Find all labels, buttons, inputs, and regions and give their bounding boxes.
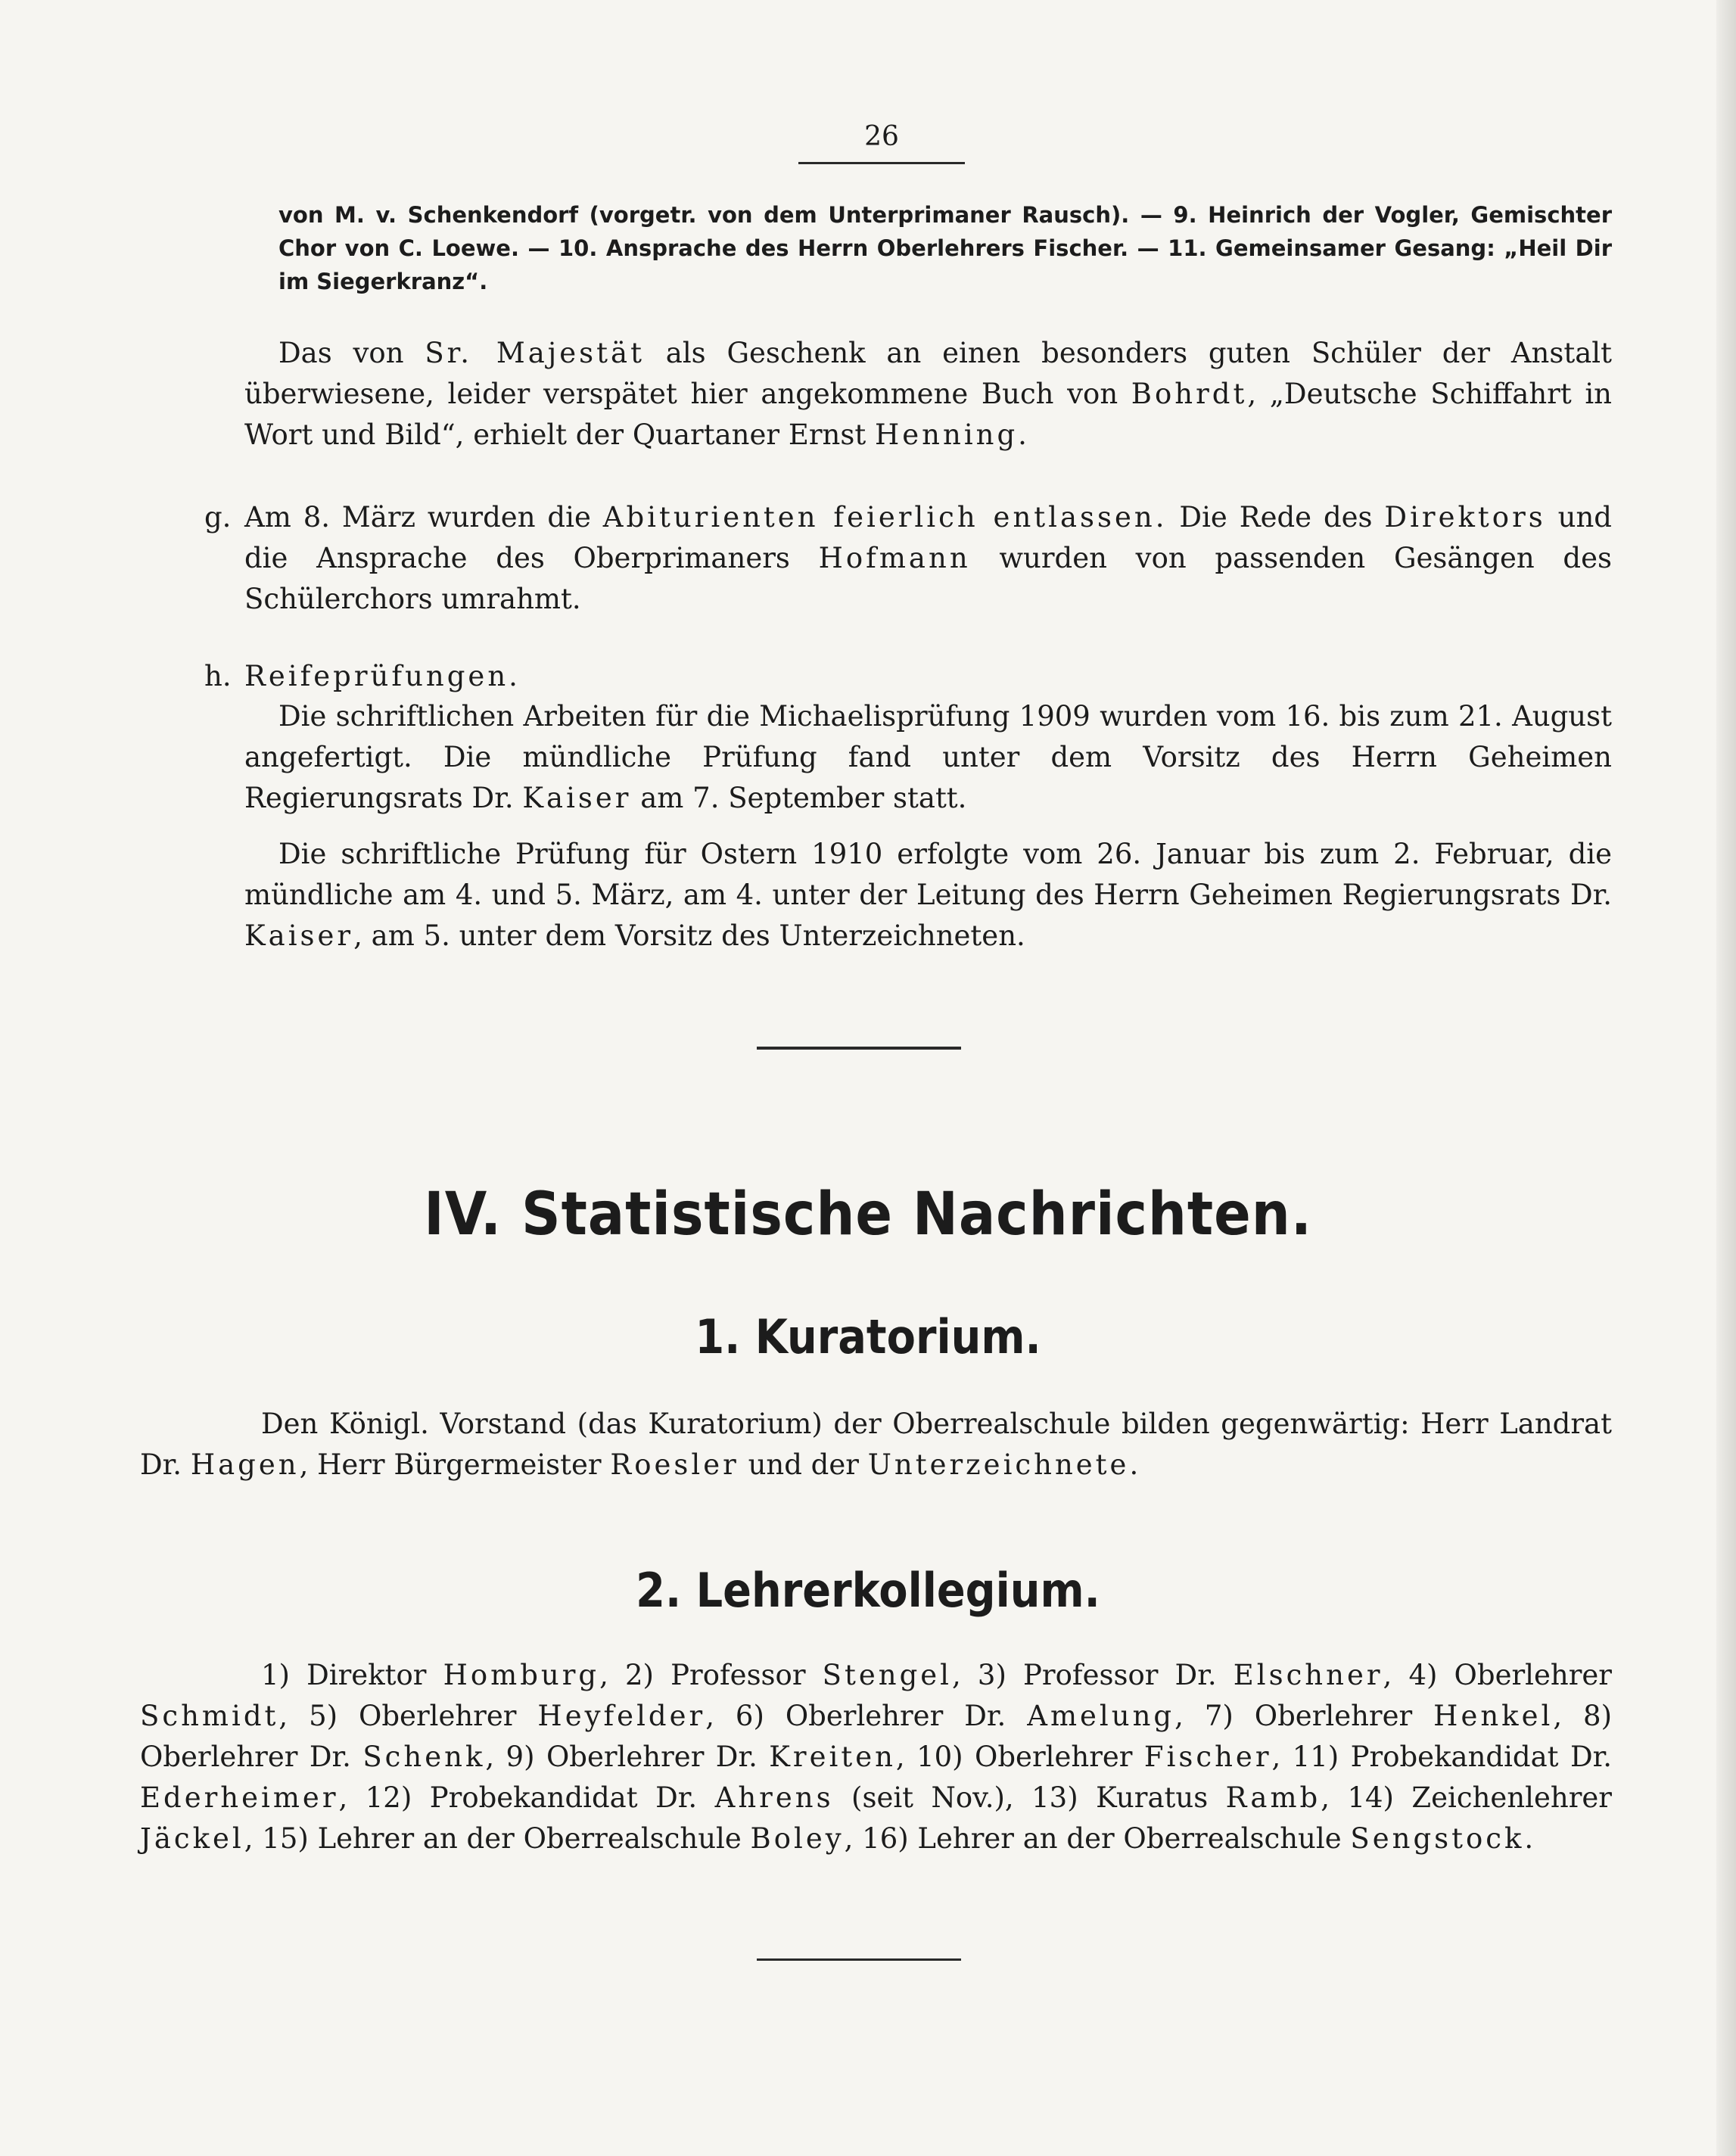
kuratorium-text-1: Den Königl. Vorstand (das Kuratorium) der Oberrealschule bilden gegenwärtig: Herr Landrat Dr. — [140, 1408, 1612, 1481]
ostern-kaiser: Kaiser — [244, 919, 354, 952]
gift-bohrdt: Bohrdt — [1131, 378, 1248, 410]
kuratorium-paragraph — [140, 1404, 1612, 1486]
heading-statistische-nachrichten: IV. Statistische Nachrichten. — [424, 1181, 1312, 1249]
gift-henning: Henning — [875, 418, 1019, 451]
lehrer-paragraph — [140, 1655, 1612, 1859]
gift-text-4: . — [1018, 418, 1027, 451]
section-h-title: Reifeprüfungen. — [244, 660, 521, 692]
lehrer-schenk: Schenk — [362, 1741, 486, 1773]
section-g-paragraph — [244, 497, 1612, 620]
footer-rule — [757, 1958, 961, 1961]
gift-text-1: Das von — [278, 337, 425, 369]
lehrer-ederheimer: Ederheimer — [140, 1781, 339, 1814]
lehrer-stengel: Stengel — [822, 1659, 953, 1691]
lehrer-text-3: , 3) Professor Dr. — [952, 1659, 1234, 1691]
intro-paragraph — [278, 198, 1612, 298]
section-g-text-4: wurden von passenden Gesängen des Schülerchors umrahmt. — [244, 542, 1612, 615]
section-g-abiturienten: Abiturienten feierlich entlassen. — [602, 501, 1168, 534]
lehrer-text-14: , 14) Zeichenlehrer — [1321, 1781, 1612, 1814]
section-g-text-1: Am 8. März wurden die — [244, 501, 603, 534]
lehrer-heyfelder: Heyfelder — [537, 1700, 706, 1732]
ostern-paragraph — [244, 834, 1612, 957]
gift-majestaet: Sr. Majestät — [425, 337, 645, 369]
lehrer-text-16: , 16) Lehrer an der Oberrealschule — [844, 1822, 1351, 1855]
lehrer-text-10: , 10) Oberlehrer — [895, 1741, 1144, 1773]
lehrer-kreiten: Kreiten — [769, 1741, 896, 1773]
lehrer-text-12: , 12) Probekandidat Dr. — [338, 1781, 715, 1814]
lehrer-amelung: Amelung — [1027, 1700, 1175, 1732]
kuratorium-hagen: Hagen — [190, 1448, 300, 1481]
section-g-direktors: Direktors — [1384, 501, 1546, 534]
lehrer-text-7: , 7) Oberlehrer — [1174, 1700, 1434, 1732]
ostern-text-2: , am 5. unter dem Vorsitz des Unterzeichneten. — [353, 919, 1025, 952]
michaelis-paragraph — [244, 696, 1612, 819]
lehrer-ahrens: Ahrens — [714, 1781, 834, 1814]
lehrer-text-2: , 2) Professor — [599, 1659, 823, 1691]
page-edge-shadow — [1716, 0, 1736, 2156]
kuratorium-roesler: Roesler — [610, 1448, 739, 1481]
kuratorium-unterzeichnete: Unterzeichnete — [867, 1448, 1130, 1481]
kuratorium-text-2: , Herr Bürgermeister — [299, 1448, 611, 1481]
lehrer-boley: Boley — [750, 1822, 845, 1855]
gift-paragraph — [244, 333, 1612, 456]
lehrer-elschner: Elschner — [1233, 1659, 1383, 1691]
intro-text: von M. v. Schenkendorf (vorgetr. von dem Unterprimaner Rausch). — 9. Heinrich der Vogler, Gemischter Chor von C. Loewe. — 10. Ansprache des Herrn Oberlehrers Fischer. — 11. Gemeinsamer Gesang: „Heil Dir im Siegerkranz“. — [278, 202, 1612, 294]
section-g-text-2: Die Rede des — [1167, 501, 1385, 534]
lehrer-text-17: . — [1524, 1822, 1534, 1855]
michaelis-text-1: Die schriftlichen Arbeiten für die Michaelisprüfung 1909 wurden vom 16. bis zum 21. August angefertigt. Die mündliche Prüfung fand unter dem Vorsitz des Herrn Geheimen Regierungsrats Dr. — [244, 700, 1612, 814]
lehrer-text-4: , 4) Oberlehrer — [1383, 1659, 1612, 1691]
lehrer-henkel: Henkel — [1433, 1700, 1554, 1732]
lehrer-schmidt: Schmidt — [140, 1700, 279, 1732]
lehrer-ramb: Ramb — [1225, 1781, 1321, 1814]
lehrer-text-13: (seit Nov.), 13) Kuratus — [833, 1781, 1226, 1814]
section-g-hofmann: Hofmann — [818, 542, 971, 574]
lehrer-text-8: , 8) Oberlehrer Dr. — [140, 1700, 1613, 1773]
michaelis-text-2: am 7. September statt. — [631, 782, 967, 814]
section-h-label: h. — [204, 660, 232, 692]
heading-kuratorium: 1. Kuratorium. — [695, 1309, 1041, 1364]
kuratorium-text-3: und der — [739, 1448, 868, 1481]
page-number-rule — [798, 162, 965, 164]
lehrer-sengstock: Sengstock — [1350, 1822, 1525, 1855]
section-divider — [757, 1047, 961, 1050]
michaelis-kaiser: Kaiser — [522, 782, 632, 814]
section-g-text-3: und die Ansprache des Oberprimaners — [244, 501, 1612, 574]
heading-lehrerkollegium: 2. Lehrerkollegium. — [636, 1563, 1100, 1618]
lehrer-text-15: , 15) Lehrer an der Oberrealschule — [244, 1822, 751, 1855]
gift-text-3: , „Deutsche Schiffahrt in Wort und Bild“, erhielt der Quartaner Ernst — [244, 378, 1612, 451]
gift-text-2: als Geschenk an einen besonders guten Schüler der Anstalt überwiesene, leider verspätet hier angekommene Buch von — [244, 337, 1612, 410]
lehrer-text-11: , 11) Probekandidat Dr. — [1271, 1741, 1612, 1773]
page-number: 26 — [864, 121, 899, 152]
ostern-text-1: Die schriftliche Prüfung für Ostern 1910 erfolgte vom 26. Januar bis zum 2. Februar, die mündliche am 4. und 5. März, am 4. unter der Leitung des Herrn Geheimen Regierungsrats Dr. — [244, 838, 1612, 911]
lehrer-text-5: , 5) Oberlehrer — [278, 1700, 538, 1732]
kuratorium-text-4: . — [1129, 1448, 1139, 1481]
lehrer-text-9: , 9) Oberlehrer Dr. — [485, 1741, 770, 1773]
lehrer-text-6: , 6) Oberlehrer Dr. — [705, 1700, 1028, 1732]
lehrer-text-1: 1) Direktor — [261, 1659, 443, 1691]
lehrer-homburg: Homburg — [443, 1659, 600, 1691]
section-g-label: g. — [204, 501, 232, 534]
lehrer-jaeckel: Jäckel — [140, 1822, 244, 1855]
lehrer-fischer: Fischer — [1143, 1741, 1272, 1773]
